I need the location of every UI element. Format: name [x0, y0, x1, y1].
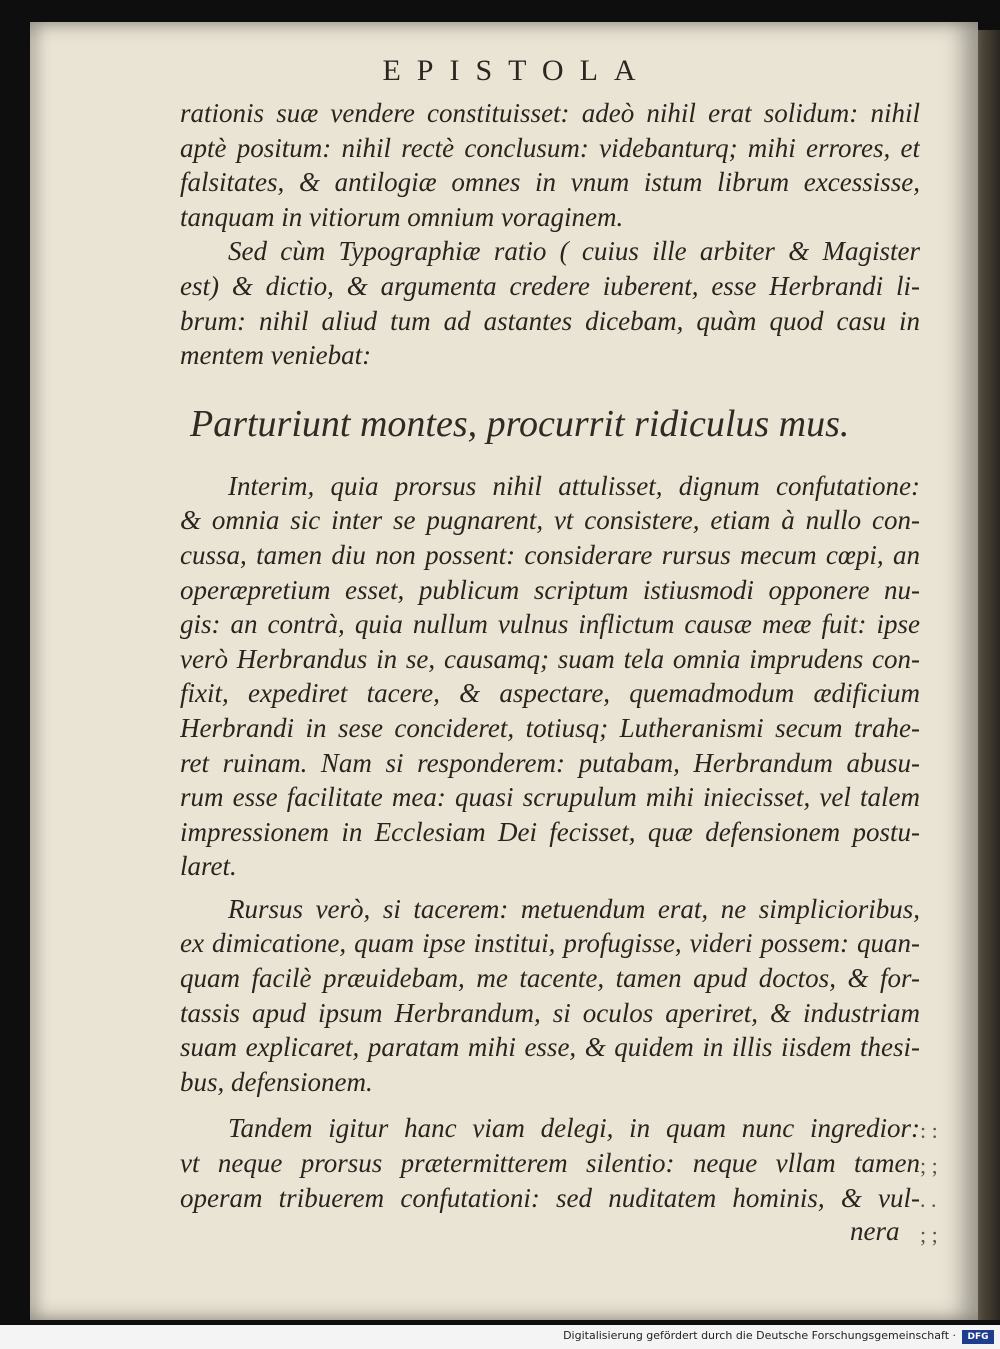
text-line: operam tribuerem confutationi: sed nuditatem hominis, & vul-	[180, 1182, 920, 1213]
text-line: & omnia sic inter se pugnarent, vt consistere, etiam à nullo con-	[180, 505, 920, 536]
text-line: verò Herbrandus in se, causamq; suam tela omnia imprudens con-	[180, 643, 920, 674]
text-line: Herbrandi in sese concideret, totiusq; Lutheranismi secum trahe-	[180, 712, 920, 743]
text-line: bus, defensionem.	[180, 1066, 373, 1097]
running-head: EPISTOLA	[382, 54, 652, 87]
text-line: est) & dictio, & argumenta credere iuberent, esse Herbrandi li-	[180, 270, 920, 301]
text-line: impressionem in Ecclesiam Dei fecisset, quæ defensionem postu-	[180, 816, 920, 847]
dfg-logo-icon: DFG	[962, 1330, 994, 1344]
text-line: rationis suæ vendere constituisset: adeò nihil erat solidum: nihil	[180, 98, 920, 128]
text-line: vt neque prorsus prætermitterem silentio: neque vllam tamen	[180, 1148, 920, 1179]
text-line: tanquam in vitiorum omnium voraginem.	[180, 201, 624, 232]
text-line: cussa, tamen diu non possent: considerare rursus mecum cœpi, an	[180, 539, 920, 570]
footer-bar	[0, 1325, 1000, 1349]
text-line: ret ruinam. Nam si responderem: putabam, Herbrandum abusu-	[180, 747, 920, 778]
paragraph-4	[180, 892, 920, 1100]
text-line: aptè positum: nihil rectè conclusum: videbanturq; mihi errores, et	[180, 132, 920, 163]
paragraph-1	[180, 96, 920, 234]
text-line: mentem veniebat:	[180, 340, 372, 371]
text-line: ex dimicatione, quam ipse institui, profugisse, videri possem: quan-	[180, 928, 920, 959]
text-line: laret.	[180, 851, 237, 882]
catchword: nera	[850, 1216, 900, 1246]
footer-credit: Digitalisierung gefördert durch die Deutsche Forschungsgemeinschaft ·	[563, 1329, 956, 1342]
paragraph-5	[180, 1111, 920, 1215]
text-line: Sed cùm Typographiæ ratio ( cuius ille arbiter & Magister	[228, 236, 920, 267]
text-line: Tandem igitur hanc viam delegi, in quam nunc ingredior:	[228, 1113, 920, 1144]
text-line: tassis apud ipsum Herbrandum, si oculos aperiret, & industriam	[180, 997, 920, 1028]
text-line: suam explicaret, paratam mihi esse, & quidem in illis iisdem thesi-	[180, 1032, 920, 1063]
text-line: rum esse facilitate mea: quasi scrupulum mihi iniecisset, vel talem	[180, 782, 920, 813]
text-line: Rursus verò, si tacerem: metuendum erat, ne simplicioribus,	[228, 893, 920, 924]
page-text	[180, 96, 920, 1215]
book-page	[30, 22, 978, 1320]
paragraph-2	[180, 234, 920, 372]
text-line: falsitates, & antilogiæ omnes in vnum istum librum excessisse,	[180, 167, 920, 198]
motto-quote: Parturiunt montes, procurrit ridiculus mus.	[190, 402, 850, 445]
text-line: fixit, expediret tacere, & aspectare, quemadmodum ædificium	[180, 678, 920, 709]
paragraph-3	[180, 469, 920, 884]
text-line: brum: nihil aliud tum ad astantes dicebam, quàm quod casu in	[180, 305, 920, 336]
text-line: quam facilè præuidebam, me tacente, tamen apud doctos, & for-	[180, 963, 920, 994]
text-line: operæpretium esset, publicum scriptum istiusmodi opponere nu-	[180, 574, 920, 605]
bleed-through-marks: : : ; ; . . ; ;	[920, 1118, 938, 1247]
text-line: gis: an contrà, quia nullum vulnus inflictum causæ meæ fuit: ipse	[180, 609, 920, 640]
text-line: Interim, quia prorsus nihil attulisset, dignum confutatione:	[228, 470, 920, 501]
